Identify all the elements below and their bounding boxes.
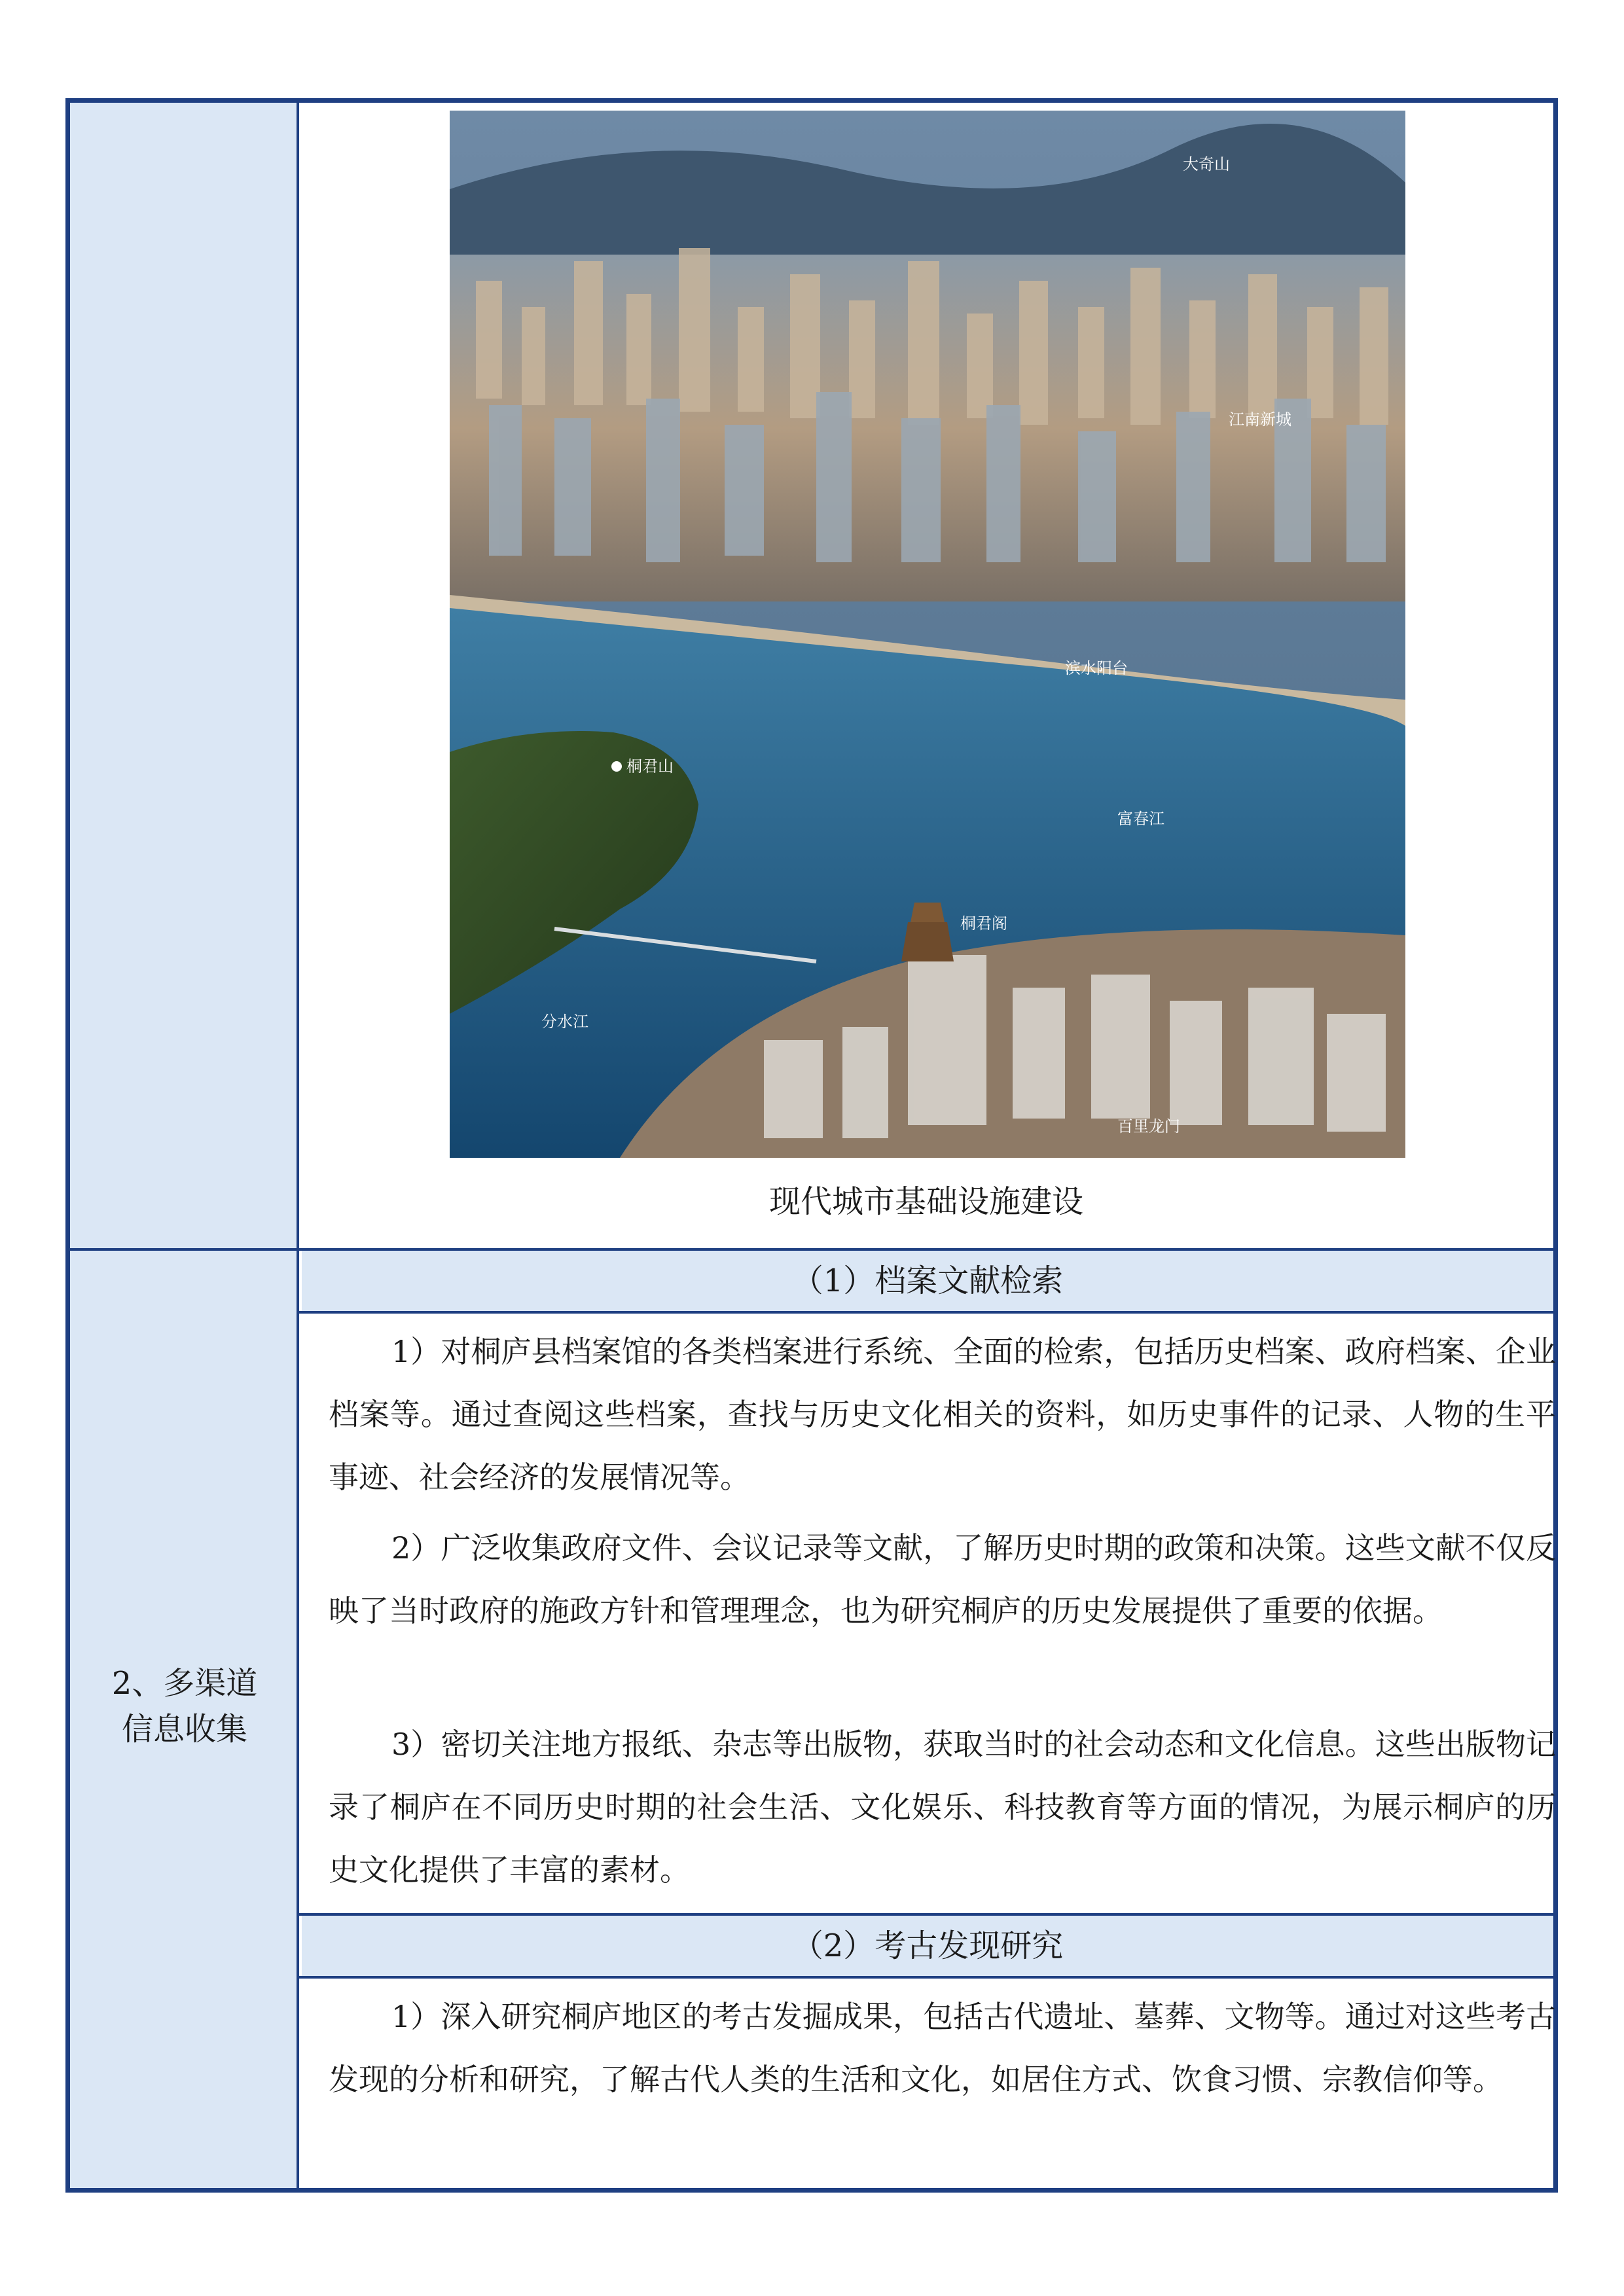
paragraph: 2）广泛收集政府文件、会议记录等文献，了解历史时期的政策和决策。这些文献不仅反映了当时政府的施政方针和管理理念，也为研究桐庐的历史发展提供了重要的依据。 (329, 1530, 1556, 1628)
map-label: 江南新城 (1229, 410, 1291, 429)
city-aerial-photo (450, 111, 1405, 1158)
subheading-archive-search: （1）档案文献检索 (302, 1251, 1553, 1311)
map-label: 百里龙门 (1117, 1117, 1180, 1136)
row-divider (299, 1976, 1553, 1979)
photo-caption: 现代城市基础设施建设 (768, 1183, 1083, 1220)
row-divider (299, 1311, 1553, 1314)
paragraph: 1）深入研究桐庐地区的考古发掘成果，包括古代遗址、墓葬、文物等。通过对这些考古发现的分析和研究，了解古代人类的生活和文化，如居住方式、饮食习惯、宗教信仰等。 (329, 1999, 1556, 2097)
document-table (65, 98, 1558, 2193)
table-left-column (70, 103, 299, 2188)
section-label-line1: 2、多渠道 (111, 1665, 258, 1702)
paragraph: 1）对桐庐县档案馆的各类档案进行系统、全面的检索，包括历史档案、政府档案、企业档案等。通过查阅这些档案，查找与历史文化相关的资料，如历史事件的记录、人物的生平事迹、社会经济的发展情况等。 (329, 1334, 1556, 1495)
section-label (70, 1660, 299, 1752)
map-label: 富春江 (1117, 810, 1164, 828)
subheading-archaeology: （2）考古发现研究 (302, 1916, 1553, 1976)
section-label-line2: 信息收集 (121, 1711, 247, 1748)
paragraph: 3）密切关注地方报纸、杂志等出版物，获取当时的社会动态和文化信息。这些出版物记录了桐庐在不同历史时期的社会生活、文化娱乐、科技教育等方面的情况，为展示桐庐的历史文化提供了丰富的素材。 (329, 1727, 1556, 1888)
map-label: 桐君山 (626, 757, 674, 776)
map-label: 分水江 (541, 1013, 588, 1031)
map-label: 桐君阁 (960, 914, 1007, 933)
map-label: 大奇山 (1183, 155, 1230, 173)
map-label: 滨水阳台 (1065, 659, 1128, 677)
